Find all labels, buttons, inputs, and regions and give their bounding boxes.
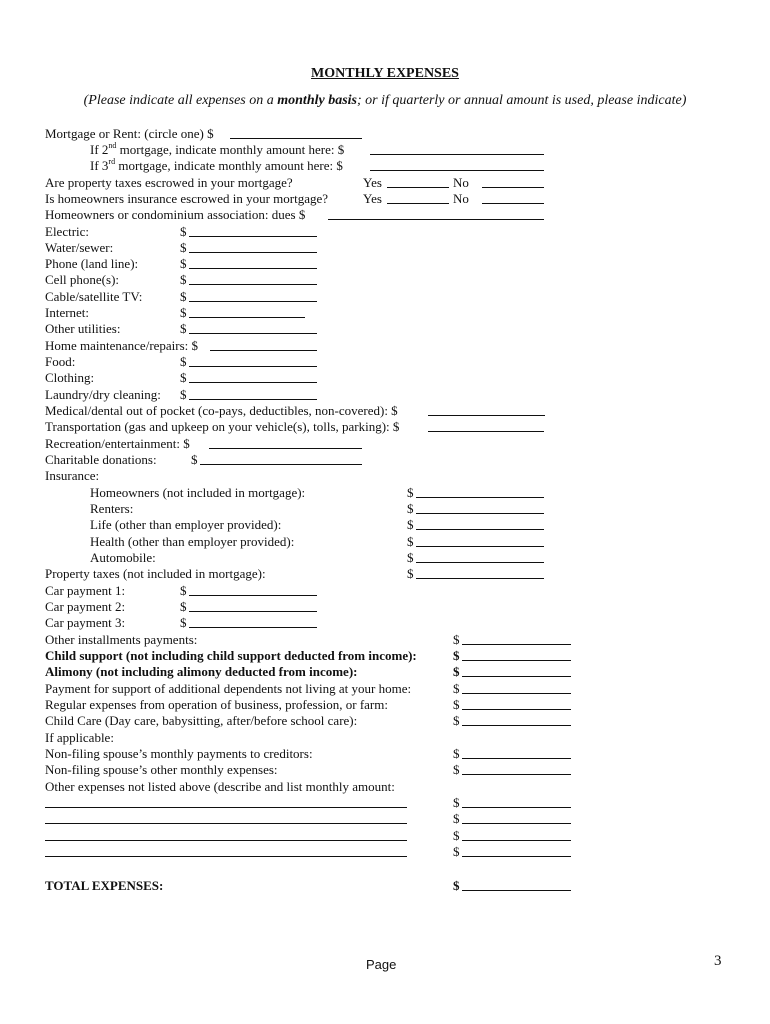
recreation-label: Recreation/entertainment: $ [45,436,190,451]
other-installments-row [45,632,460,648]
transportation-row [45,419,399,435]
dollar-sign: $ [191,452,198,467]
cable-field[interactable] [189,301,317,302]
nonfiling-other-row [45,762,460,778]
car2-row [45,599,187,615]
total-expenses-label: TOTAL EXPENSES: [45,878,164,893]
property-taxes-escrow-label: Are property taxes escrowed in your mortgage? [45,175,293,190]
dollar-sign: $ [180,615,187,630]
phone-land-field[interactable] [189,268,317,269]
insurance-heading-row [45,468,99,484]
dollar-sign: $ [453,697,460,712]
child-care-field[interactable] [462,725,571,726]
dollar-sign: $ [180,224,187,239]
water-sewer-label: Water/sewer: [45,240,114,255]
other-expense-description-field[interactable] [45,840,407,841]
no-label: No [453,175,469,190]
home-maintenance-field[interactable] [210,350,317,351]
internet-label: Internet: [45,305,90,320]
insurance-no-field[interactable] [482,203,544,204]
ins-health-label: Health (other than employer provided): [90,534,295,549]
ins-life-label: Life (other than employer provided): [90,517,282,532]
property-taxes-row [45,566,414,582]
dollar-sign: $ [453,878,460,893]
clothing-row [45,370,187,386]
home-maintenance-row [45,338,198,354]
charitable-field[interactable] [200,464,362,465]
mortgage-rent-label: Mortgage or Rent: (circle one) $ [45,126,214,141]
dollar-sign: $ [180,370,187,385]
association-dues-label: Homeowners or condominium association: dues $ [45,207,306,222]
dollar-sign: $ [180,583,187,598]
transportation-label: Transportation (gas and upkeep on your vehicle(s), tolls, parking): $ [45,419,400,434]
nonfiling-creditors-label: Non-filing spouse’s monthly payments to creditors: [45,746,313,761]
dollar-sign: $ [407,534,414,549]
association-dues-field[interactable] [328,219,544,220]
no-label: No [453,191,469,206]
child-care-row [45,713,460,729]
dollar-sign: $ [453,762,460,777]
mortgage-rent-row [45,126,214,142]
electric-row [45,224,187,240]
ins-renters-label: Renters: [90,501,134,516]
dollar-sign: $ [180,599,187,614]
car1-field[interactable] [189,595,317,596]
food-label: Food: [45,354,76,369]
insurance-yes-field[interactable] [387,203,449,204]
instructions-bold: monthly basis [277,93,357,108]
other-expense-line-1 [45,795,585,811]
insurance-escrow-label: Is homeowners insurance escrowed in your mortgage? [45,191,329,206]
dollar-sign: $ [453,844,460,859]
insurance-heading: Insurance: [45,468,100,483]
ins-homeowners-label: Homeowners (not included in mortgage): [90,485,306,500]
dollar-sign: $ [180,354,187,369]
ins-life-field[interactable] [416,529,544,530]
medical-field[interactable] [428,415,545,416]
food-row [45,354,187,370]
other-expenses-row [45,779,395,795]
dollar-sign: $ [453,664,460,679]
third-mortgage-label: If 3rd mortgage, indicate monthly amount here: $ [90,156,343,173]
food-field[interactable] [189,366,317,367]
property-taxes-field[interactable] [416,578,544,579]
dependents-label: Payment for support of additional dependents not living at your home: [45,681,412,696]
cell-phones-row [45,272,187,288]
other-expense-line-2 [45,811,585,827]
child-support-label: Child support (not including child support deducted from income): [45,648,417,663]
dollar-sign: $ [180,272,187,287]
child-support-field[interactable] [462,660,571,661]
dollar-sign: $ [407,501,414,516]
other-expense-amount-field[interactable] [462,823,571,824]
home-maintenance-label: Home maintenance/repairs: $ [45,338,199,353]
dollar-sign: $ [407,485,414,500]
form-title: MONTHLY EXPENSES [311,66,459,81]
alimony-field[interactable] [462,676,571,677]
car3-row [45,615,187,631]
business-expenses-label: Regular expenses from operation of business, profession, or farm: [45,697,388,712]
transportation-field[interactable] [428,431,544,432]
ins-homeowners-field[interactable] [416,497,544,498]
other-installments-label: Other installments payments: [45,632,198,647]
recreation-row [45,436,190,452]
association-dues-row [45,207,305,223]
other-expense-line-4 [45,844,585,860]
other-utilities-field[interactable] [189,333,317,334]
medical-row [45,403,398,419]
dollar-sign: $ [453,681,460,696]
dollar-sign: $ [453,632,460,647]
car2-label: Car payment 2: [45,599,126,614]
if-applicable-row [45,730,114,746]
laundry-label: Laundry/dry cleaning: [45,387,161,402]
child-care-label: Child Care (Day care, babysitting, after/before school care): [45,713,358,728]
property-taxes-escrow-row [45,175,565,191]
child-support-row [45,648,460,664]
mortgage-rent-field[interactable] [230,138,362,139]
internet-row [45,305,187,321]
footer-page-label: Page [366,957,397,972]
yes-label: Yes [363,175,382,190]
other-expense-description-field[interactable] [45,823,407,824]
ins-health-field[interactable] [416,546,544,547]
dollar-sign: $ [180,387,187,402]
ins-renters-field[interactable] [416,513,544,514]
ins-auto-label: Automobile: [90,550,156,565]
dollar-sign: $ [453,713,460,728]
dollar-sign: $ [407,550,414,565]
phone-land-row [45,256,187,272]
nonfiling-other-field[interactable] [462,774,571,775]
if-applicable-label: If applicable: [45,730,114,745]
charitable-row [45,452,198,468]
property-taxes-label: Property taxes (not included in mortgage): [45,566,266,581]
other-expense-amount-field[interactable] [462,807,571,808]
other-expense-line-3 [45,828,585,844]
other-expense-description-field[interactable] [45,856,407,857]
internet-field[interactable] [189,317,305,318]
alimony-label: Alimony (not including alimony deducted from income): [45,664,358,679]
other-expense-description-field[interactable] [45,807,407,808]
second-mortgage-label: If 2nd mortgage, indicate monthly amount here: $ [90,140,345,157]
electric-field[interactable] [189,236,317,237]
insurance-escrow-row [45,191,565,207]
property-taxes-yes-field[interactable] [387,187,449,188]
clothing-field[interactable] [189,382,317,383]
second-mortgage-field[interactable] [370,154,544,155]
dollar-sign: $ [453,795,460,810]
clothing-label: Clothing: [45,370,95,385]
other-utilities-label: Other utilities: [45,321,121,336]
cell-phones-label: Cell phone(s): [45,272,120,287]
cable-row [45,289,187,305]
car3-field[interactable] [189,627,317,628]
dollar-sign: $ [180,256,187,271]
other-installments-field[interactable] [462,644,571,645]
total-expenses-row [45,878,585,894]
business-expenses-row [45,697,460,713]
property-taxes-no-field[interactable] [482,187,544,188]
car2-field[interactable] [189,611,317,612]
recreation-field[interactable] [209,448,362,449]
dollar-sign: $ [180,305,187,320]
medical-label: Medical/dental out of pocket (co-pays, deductibles, non-covered): $ [45,403,398,418]
dollar-sign: $ [453,648,460,663]
form-instructions [0,93,770,109]
dollar-sign: $ [453,828,460,843]
water-sewer-field[interactable] [189,252,317,253]
dependents-field[interactable] [462,693,571,694]
car1-label: Car payment 1: [45,583,126,598]
other-expenses-label: Other expenses not listed above (describe and list monthly amount: [45,779,395,794]
nonfiling-other-label: Non-filing spouse’s other monthly expenses: [45,762,278,777]
business-expenses-field[interactable] [462,709,571,710]
electric-label: Electric: [45,224,90,239]
dollar-sign: $ [407,566,414,581]
nonfiling-creditors-field[interactable] [462,758,571,759]
car1-row [45,583,187,599]
dollar-sign: $ [180,289,187,304]
ins-auto-field[interactable] [416,562,544,563]
total-expenses-field[interactable] [462,890,571,891]
third-mortgage-field[interactable] [370,170,544,171]
dollar-sign: $ [453,811,460,826]
other-utilities-row [45,321,187,337]
instructions-text-1: (Please indicate all expenses on a [83,93,278,108]
instructions-text-2: ; or if quarterly or annual amount is used, please indicate) [357,93,687,108]
dollar-sign: $ [407,517,414,532]
charitable-label: Charitable donations: [45,452,157,467]
laundry-field[interactable] [189,399,317,400]
water-sewer-row [45,240,187,256]
dollar-sign: $ [453,746,460,761]
alimony-row [45,664,460,680]
dollar-sign: $ [180,321,187,336]
laundry-row [45,387,187,403]
other-expense-amount-field[interactable] [462,840,571,841]
dependents-row [45,681,460,697]
cable-label: Cable/satellite TV: [45,289,143,304]
car3-label: Car payment 3: [45,615,126,630]
yes-label: Yes [363,191,382,206]
other-expense-amount-field[interactable] [462,856,571,857]
nonfiling-creditors-row [45,746,460,762]
page-number: 3 [714,953,722,969]
cell-phones-field[interactable] [189,284,317,285]
dollar-sign: $ [180,240,187,255]
phone-land-label: Phone (land line): [45,256,139,271]
